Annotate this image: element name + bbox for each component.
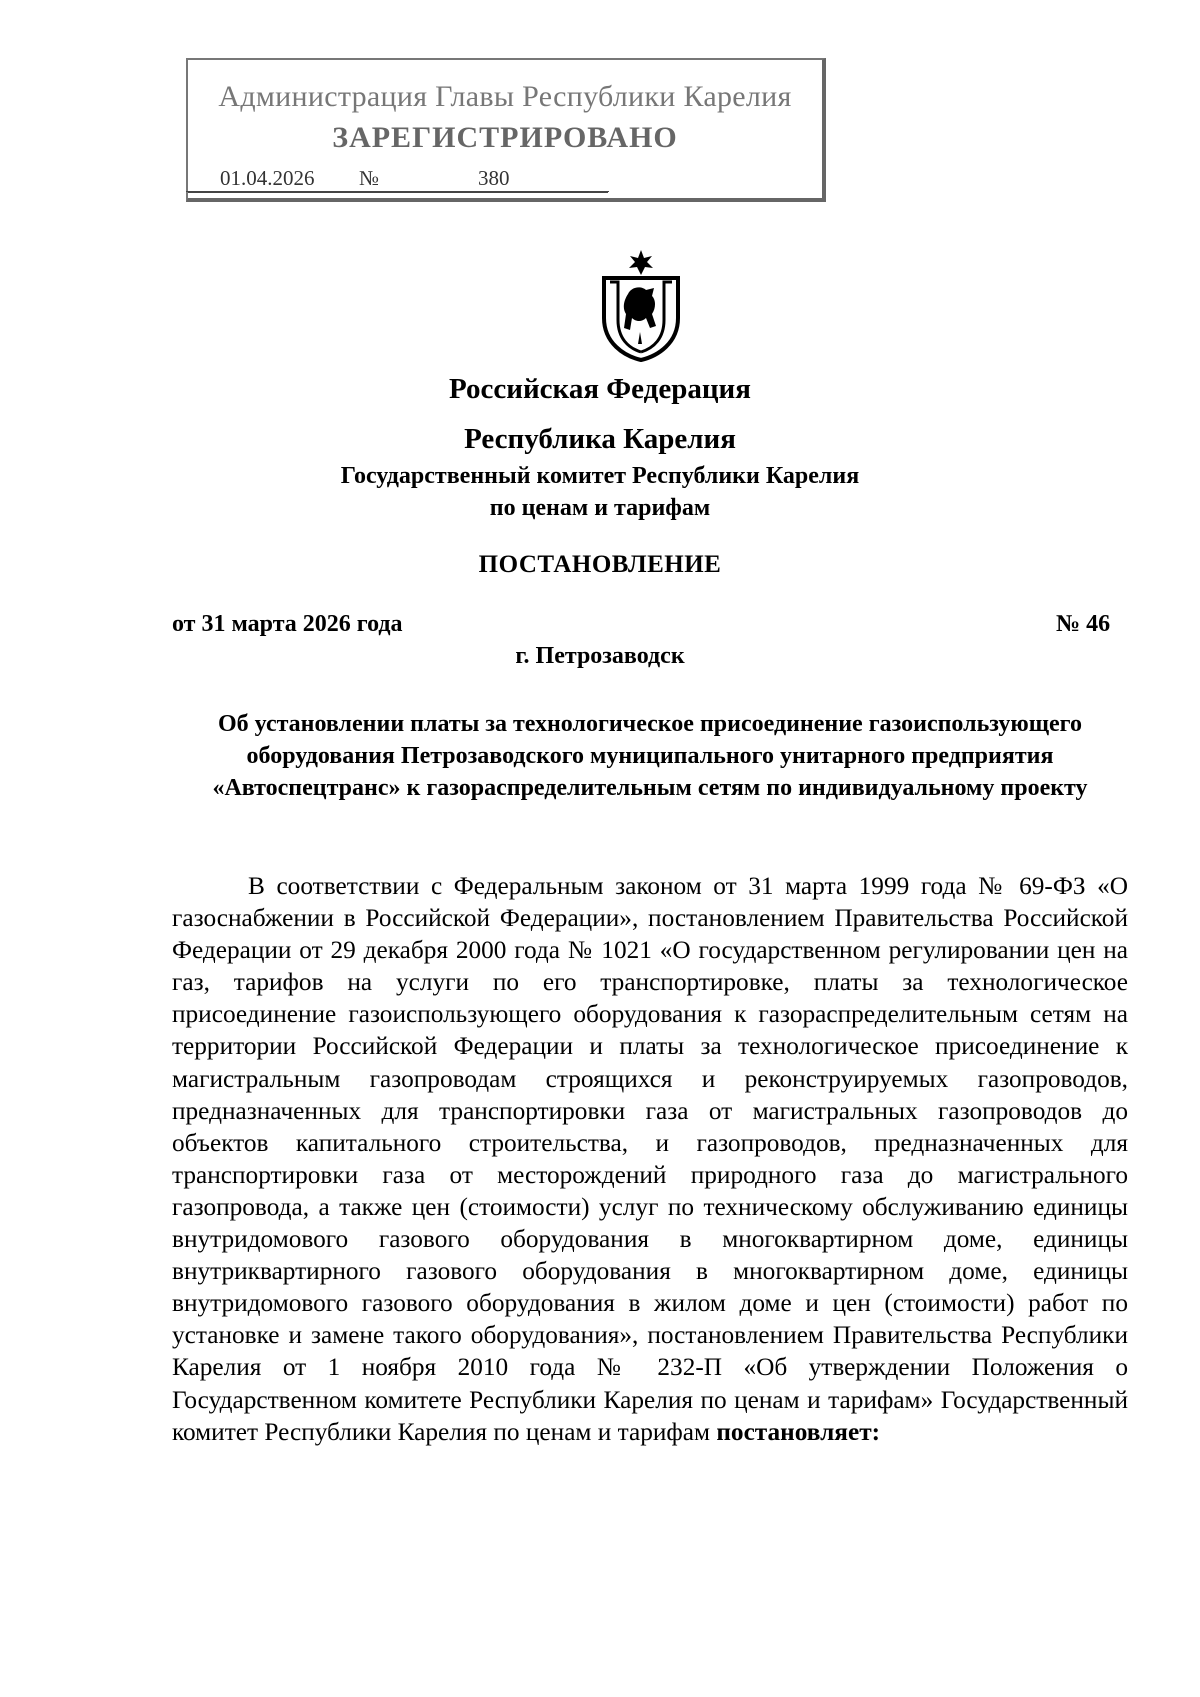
country-title: Российская Федерация bbox=[449, 373, 751, 405]
committee-title-line1: Государственный комитет Республики Карелия bbox=[340, 463, 860, 489]
stamp-title: Администрация Главы Республики Карелия bbox=[218, 80, 792, 113]
document-number: № 46 bbox=[1056, 611, 1111, 637]
stamp-underline bbox=[188, 192, 608, 193]
stamp-number: 380 bbox=[478, 166, 510, 190]
karelia-coat-of-arms-icon bbox=[596, 248, 686, 362]
document-body-text: В соответствии с Федеральным законом от 31 марта 1999 года № 69-ФЗ «О газоснабжении в Российской Федерации», постановлением Правительства Российской Федерации от 29 декабря 2000 года № 1021 «О государственном регулировании цен на газ, тарифов на услуги по его транспортировке, платы за технологическое присоединение газоиспользующего оборудования к газораспределительным сетям на территории Российской Федерации и платы за технологическое присоединение к магистральным газопроводам строящихся и реконструируемых газопроводов, предназначенных для транспортировки газа от магистральных газопроводов до объектов капитального строительства, и газопроводов, предназначенных для транспортировки газа от месторождений природного газа до магистрального газопровода, а также цен (стоимости) услуг по техническому обслуживанию единицы внутридомового газового оборудования в многоквартирном доме, единицы внутриквартирного газового оборудования в многоквартирном доме, единицы внутридомового газового оборудования в жилом доме и цен (стоимости) работ по установке и замене такого оборудования», постановлением Правительства Республики Карелия от 1 ноября 2010 года № 232-П «Об утверждении Положения о Государственном комитете Республики Карелия по ценам и тарифам» Государственный комитет Республики Карелия по ценам и тарифам bbox=[172, 872, 1128, 1446]
stamp-date-line bbox=[186, 191, 609, 192]
stamp-status: ЗАРЕГИСТРИРОВАНО bbox=[332, 121, 678, 154]
republic-title: Республика Карелия bbox=[464, 423, 736, 455]
document-city: г. Петрозаводск bbox=[515, 643, 685, 669]
decree-word: постановляет: bbox=[716, 1417, 881, 1446]
stamp-number-sign: № bbox=[359, 166, 380, 190]
document-type: ПОСТАНОВЛЕНИЕ bbox=[478, 551, 722, 578]
document-subject: Об установлении платы за технологическое присоединение газоиспользующего оборудования Петрозаводского муниципального унитарного предприятия «Автоспецтранс» к газораспределительным сетям по индивидуальному проекту bbox=[212, 711, 1088, 801]
committee-title-line2: по ценам и тарифам bbox=[489, 495, 711, 521]
document-body bbox=[172, 870, 1128, 1448]
stamp-date: 01.04.2026 bbox=[220, 166, 315, 190]
document-date: от 31 марта 2026 года bbox=[172, 611, 403, 637]
